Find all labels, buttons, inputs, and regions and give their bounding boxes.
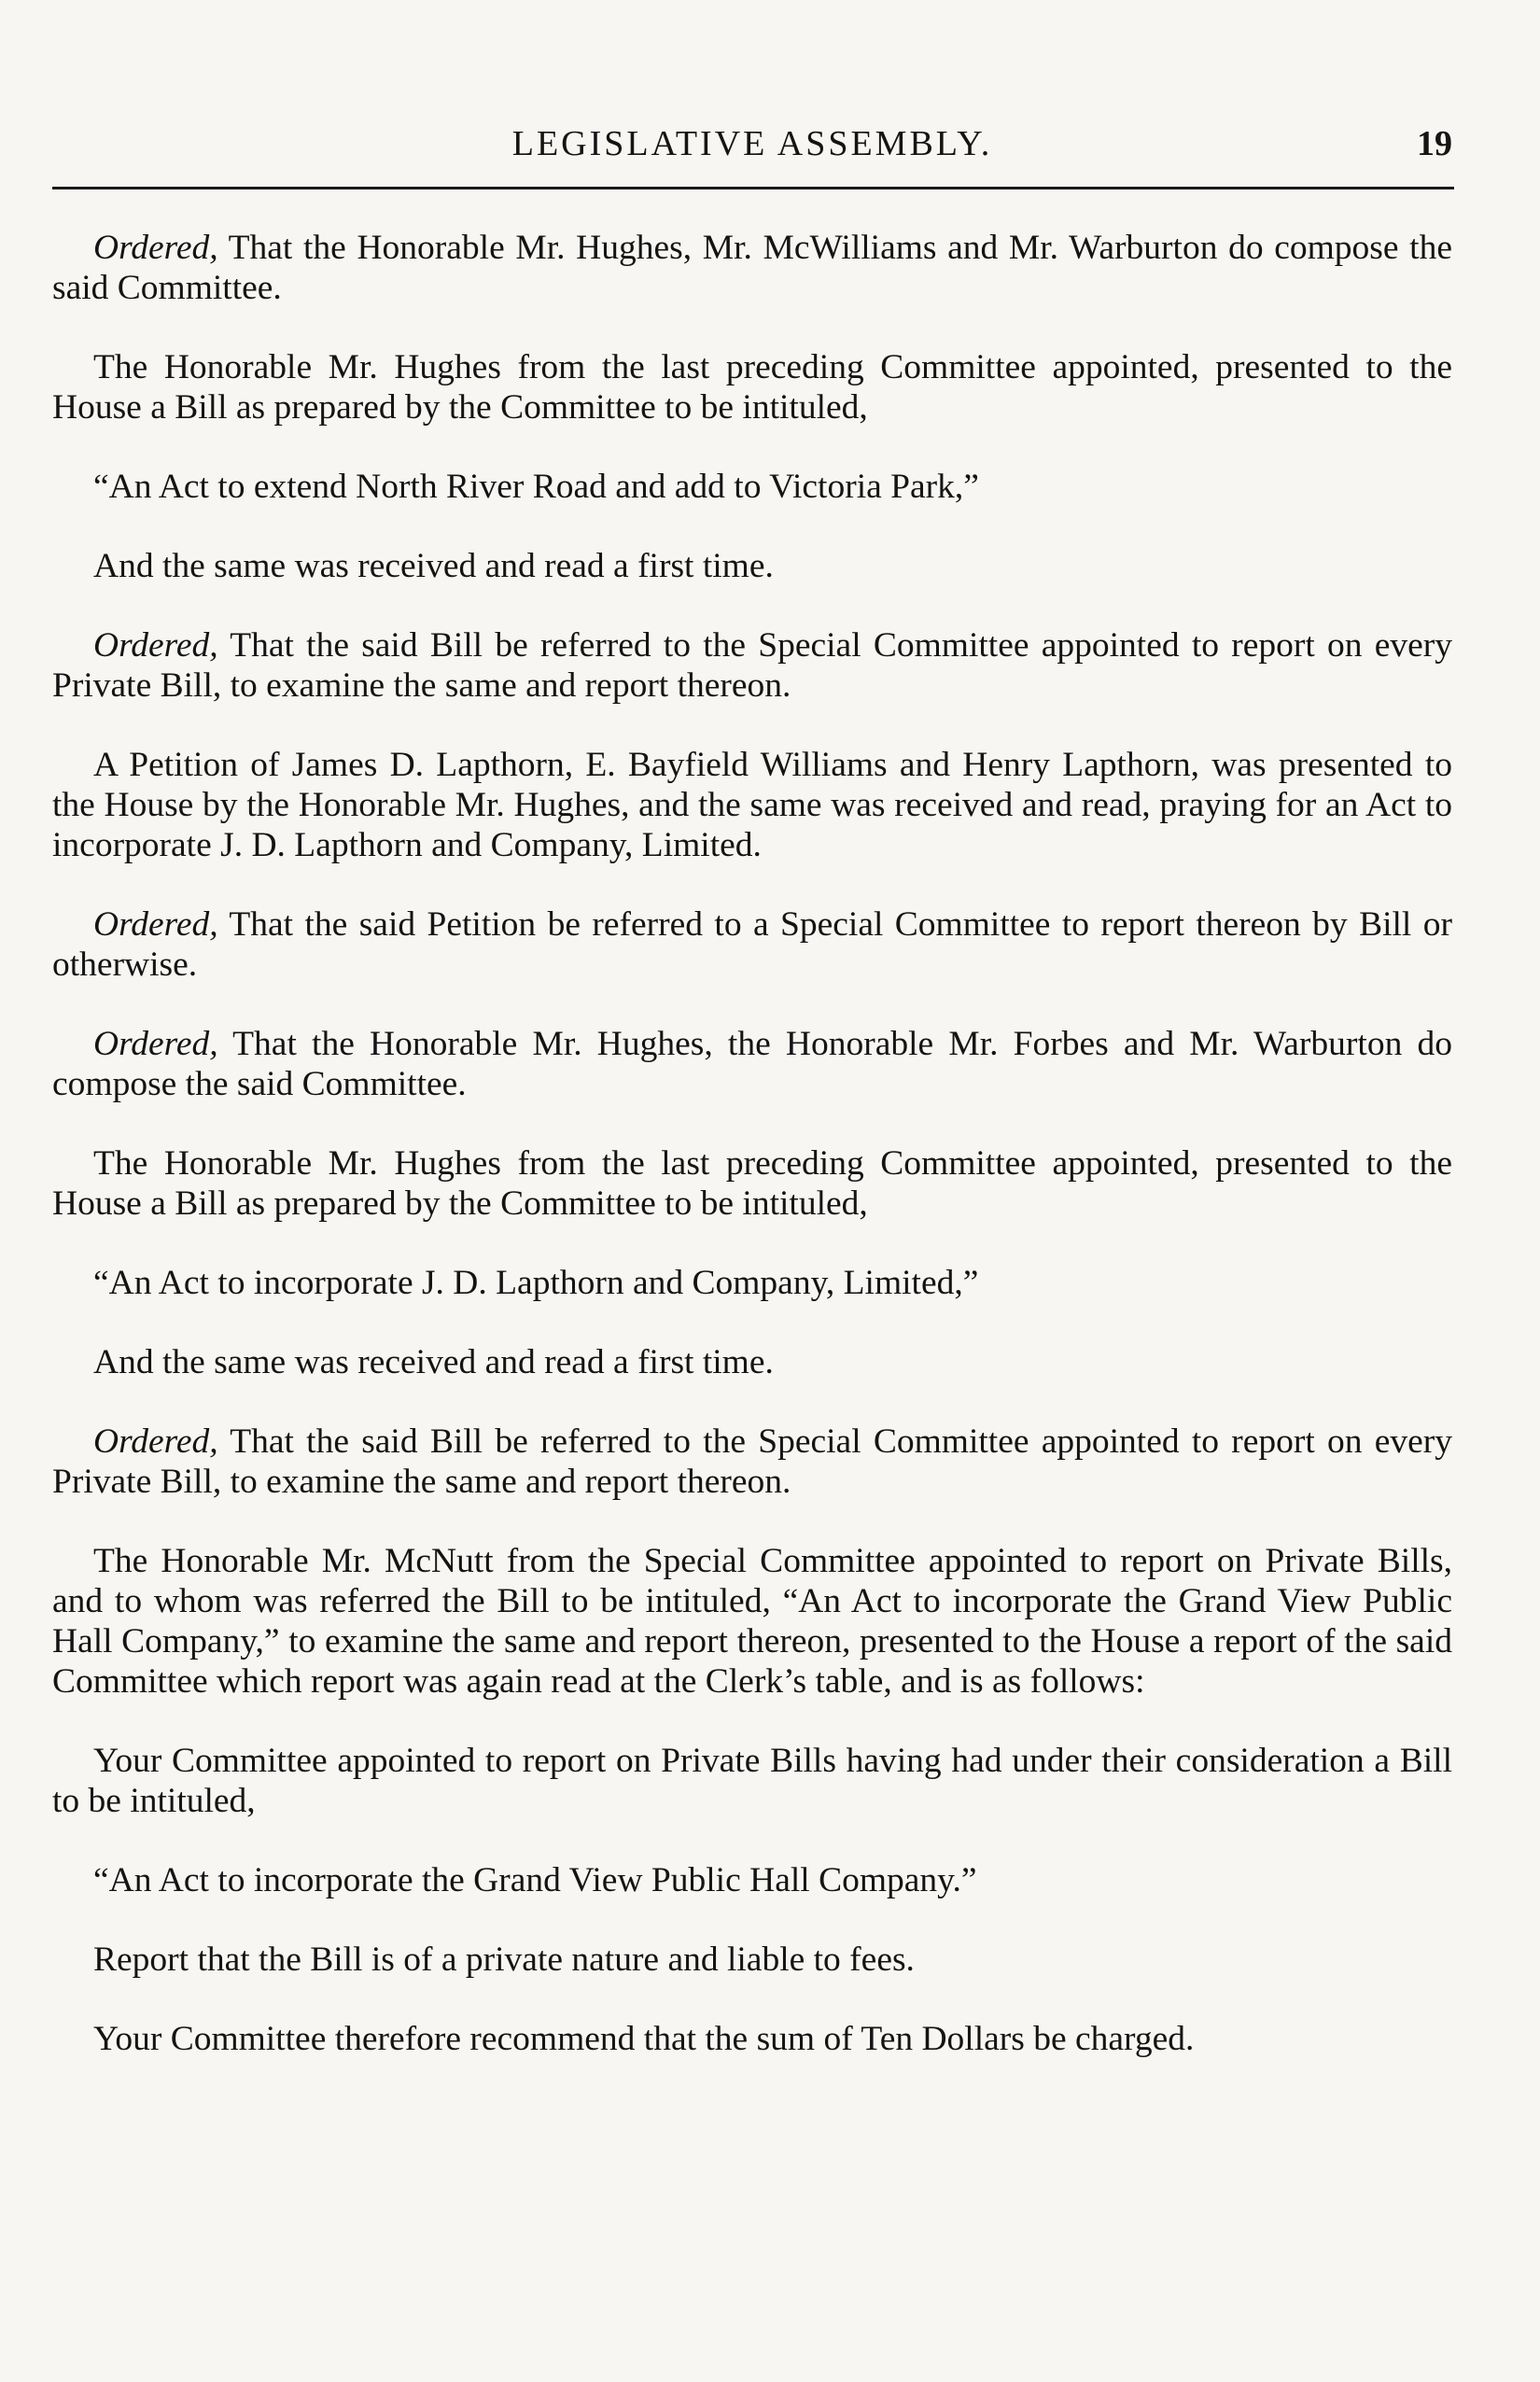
running-head — [52, 110, 1452, 170]
page-title: LEGISLATIVE ASSEMBLY. — [511, 124, 993, 163]
paragraph-lead: Ordered, — [93, 905, 218, 944]
paragraph-text: The Honorable Mr. Hughes from the last preceding Committee appointed, presented to the House a Bill as prepared by the Committee to be intituled, — [52, 348, 1452, 427]
paragraph-text: Your Committee therefore recommend that the sum of Ten Dollars be charged. — [93, 2020, 1195, 2058]
paragraph-lead: Ordered, — [93, 1025, 218, 1063]
paragraph-text: And the same was received and read a first time. — [93, 1343, 774, 1381]
page-number: 19 — [1417, 124, 1452, 163]
paragraph-text: “An Act to incorporate the Grand View Public Hall Company.” — [93, 1861, 977, 1899]
paragraph — [52, 347, 1452, 427]
paragraph — [52, 1342, 1452, 1382]
paragraph — [52, 2019, 1452, 2059]
bill-title — [52, 467, 1452, 507]
paragraph-lead: Ordered, — [93, 229, 218, 267]
paragraph — [52, 1741, 1452, 1821]
bill-title — [52, 1860, 1452, 1900]
paragraph — [52, 745, 1452, 865]
paragraph-text: That the said Bill be referred to the Special Committee appointed to report on every Private Bill, to examine the same and report thereon. — [52, 626, 1452, 705]
paragraph — [52, 904, 1452, 985]
paragraph — [52, 546, 1452, 586]
paragraph-text: “An Act to incorporate J. D. Lapthorn and Company, Limited,” — [93, 1264, 979, 1302]
paragraph-text: The Honorable Mr. Hughes from the last preceding Committee appointed, presented to the House a Bill as prepared by the Committee to be intituled, — [52, 1144, 1452, 1223]
header-rule — [52, 187, 1454, 189]
paragraph — [52, 1024, 1452, 1104]
paragraph — [52, 1143, 1452, 1224]
paragraph-text: Report that the Bill is of a private nature and liable to fees. — [93, 1941, 915, 1979]
paragraph-lead: Ordered, — [93, 1422, 218, 1461]
body-text — [52, 228, 1452, 2098]
bill-title — [52, 1263, 1452, 1303]
paragraph-text: Your Committee appointed to report on Private Bills having had under their consideration a Bill to be intituled, — [52, 1742, 1452, 1820]
paragraph — [52, 1541, 1452, 1702]
paragraph — [52, 1940, 1452, 1980]
paragraph — [52, 228, 1452, 308]
paragraph-text: That the said Petition be referred to a Special Committee to report thereon by Bill or otherwise. — [52, 905, 1452, 984]
paragraph-lead: Ordered, — [93, 626, 218, 665]
paragraph-text: The Honorable Mr. McNutt from the Special Committee appointed to report on Private Bills, and to whom was referred the Bill to be intituled, “An Act to incorporate the Grand View Public Hall Company,” to examine the same and report thereon, presented to the House a report of the said Committee which report was again read at the Clerk’s table, and is as follows: — [52, 1542, 1452, 1701]
paragraph-text: That the Honorable Mr. Hughes, Mr. McWilliams and Mr. Warburton do compose the said Committee. — [52, 229, 1452, 307]
paragraph — [52, 625, 1452, 706]
paragraph-text: “An Act to extend North River Road and add to Victoria Park,” — [93, 468, 979, 506]
paragraph — [52, 1422, 1452, 1502]
paragraph-text: That the said Bill be referred to the Special Committee appointed to report on every Private Bill, to examine the same and report thereon. — [52, 1422, 1452, 1501]
paragraph-text: A Petition of James D. Lapthorn, E. Bayfield Williams and Henry Lapthorn, was presented to the House by the Honorable Mr. Hughes, and the same was received and read, praying for an Act to incorporate J. D. Lapthorn and Company, Limited. — [52, 746, 1452, 864]
paragraph-text: That the Honorable Mr. Hughes, the Honorable Mr. Forbes and Mr. Warburton do compose the said Committee. — [52, 1025, 1452, 1103]
paragraph-text: And the same was received and read a first time. — [93, 547, 774, 585]
